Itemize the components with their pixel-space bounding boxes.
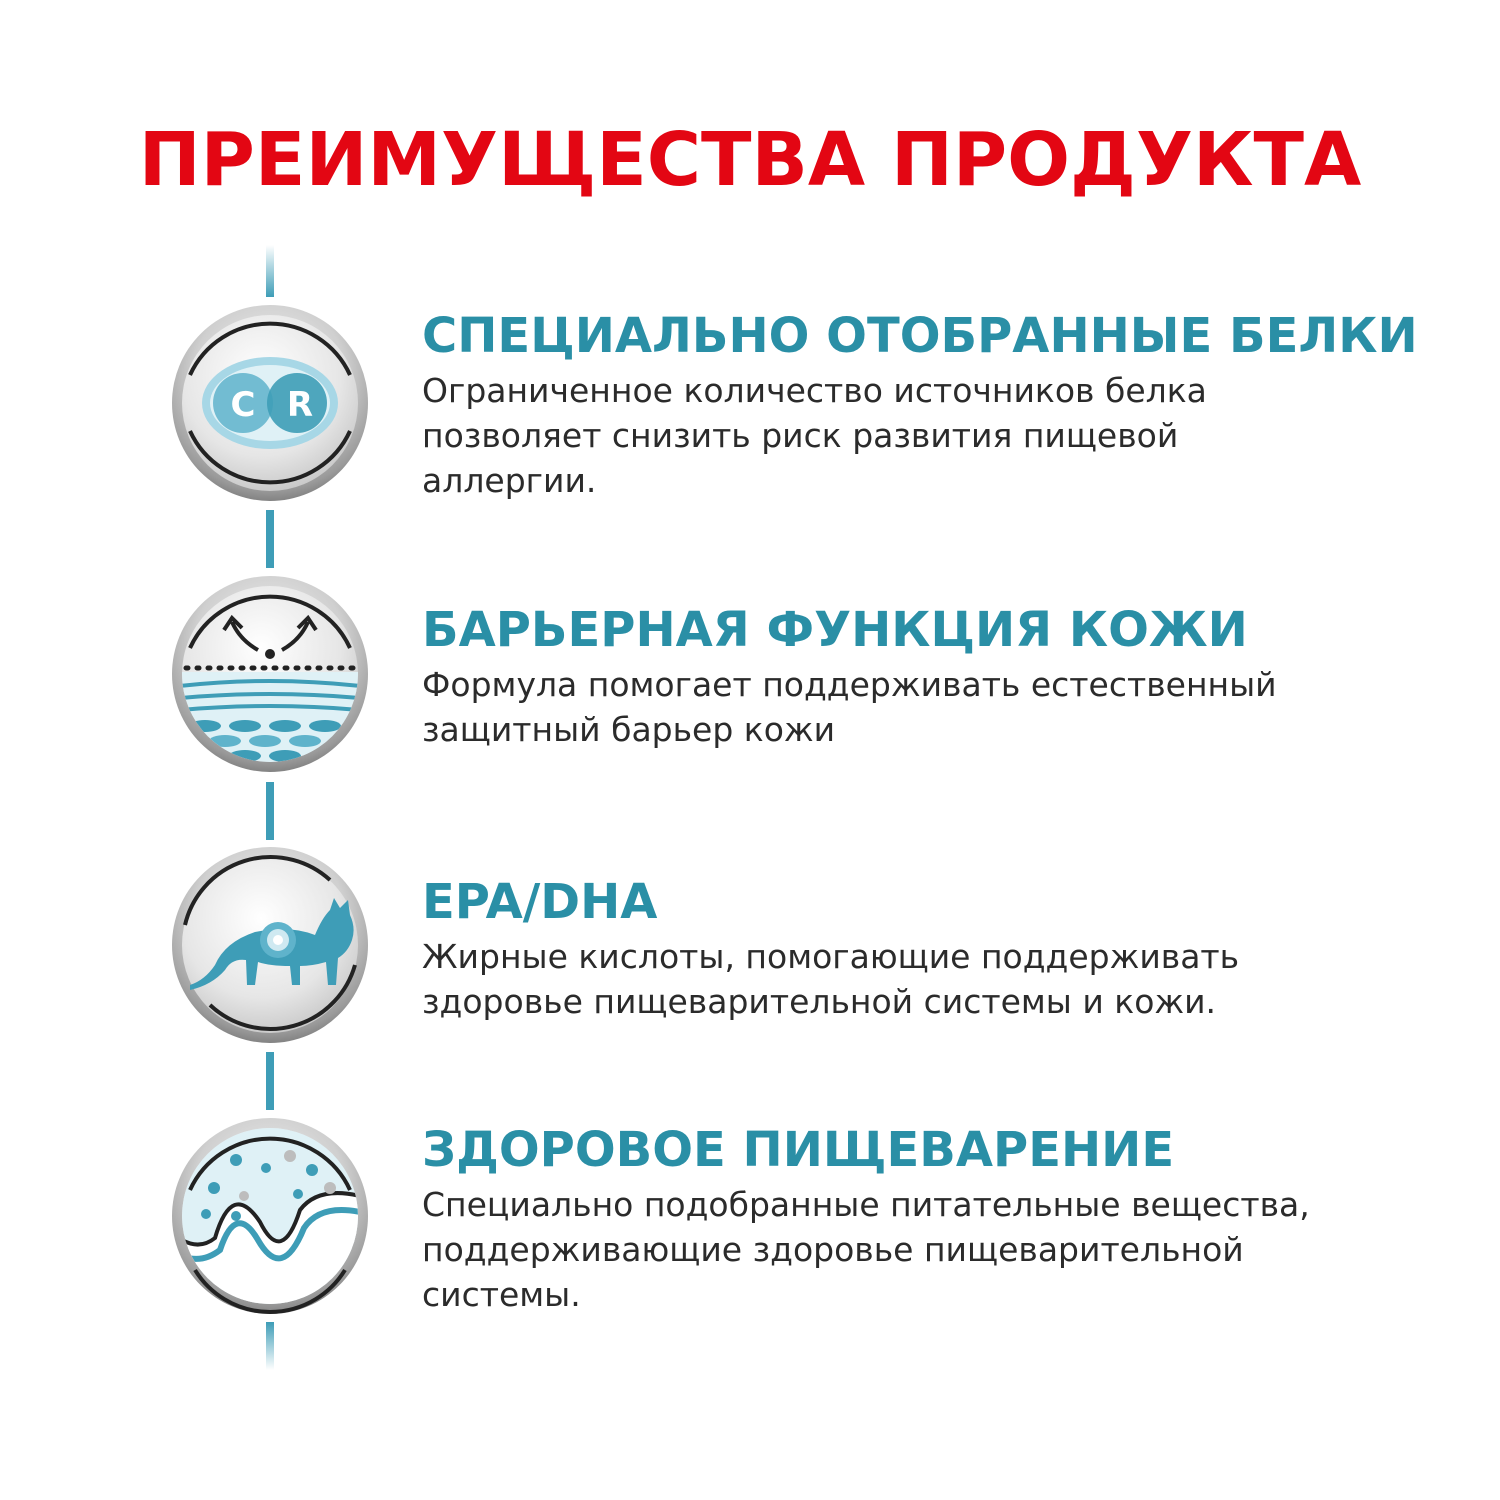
feature-item-epa-dha	[422, 874, 1482, 1024]
feature-description: Ограниченное количество источников белка позволяет снизить риск развития пищевой аллергии.	[422, 371, 1207, 500]
feature-title: EPA/DHA	[422, 874, 658, 930]
timeline-dash	[266, 782, 274, 840]
timeline-dash	[266, 1052, 274, 1110]
skin-barrier-icon	[172, 576, 368, 772]
feature-description: Жирные кислоты, помогающие поддерживать здоровье пищеварительной системы и кожи.	[422, 937, 1240, 1021]
feature-title: БАРЬЕРНАЯ ФУНКЦИЯ КОЖИ	[422, 602, 1248, 658]
digestion-icon	[172, 1118, 368, 1314]
page-title: ПРЕИМУЩЕСТВА ПРОДУКТА	[138, 117, 1362, 203]
feature-item-proteins	[422, 308, 1482, 503]
feature-item-digestion	[422, 1122, 1482, 1317]
cat-icon	[172, 847, 368, 1043]
icon-label-r: R	[286, 385, 314, 425]
icon-label-c: C	[230, 385, 256, 425]
feature-title: ЗДОРОВОЕ ПИЩЕВАРЕНИЕ	[422, 1122, 1175, 1178]
timeline-dash	[266, 1322, 274, 1370]
timeline-dash	[266, 510, 274, 568]
feature-item-skin-barrier	[422, 602, 1482, 752]
feature-description: Специально подобранные питательные вещества, поддерживающие здоровье пищеварительной системы.	[422, 1185, 1310, 1314]
feature-title: СПЕЦИАЛЬНО ОТОБРАННЫЕ БЕЛКИ	[422, 308, 1418, 364]
protein-icon	[172, 305, 368, 501]
feature-description: Формула помогает поддерживать естественный защитный барьер кожи	[422, 665, 1277, 749]
timeline-dash	[266, 245, 274, 297]
